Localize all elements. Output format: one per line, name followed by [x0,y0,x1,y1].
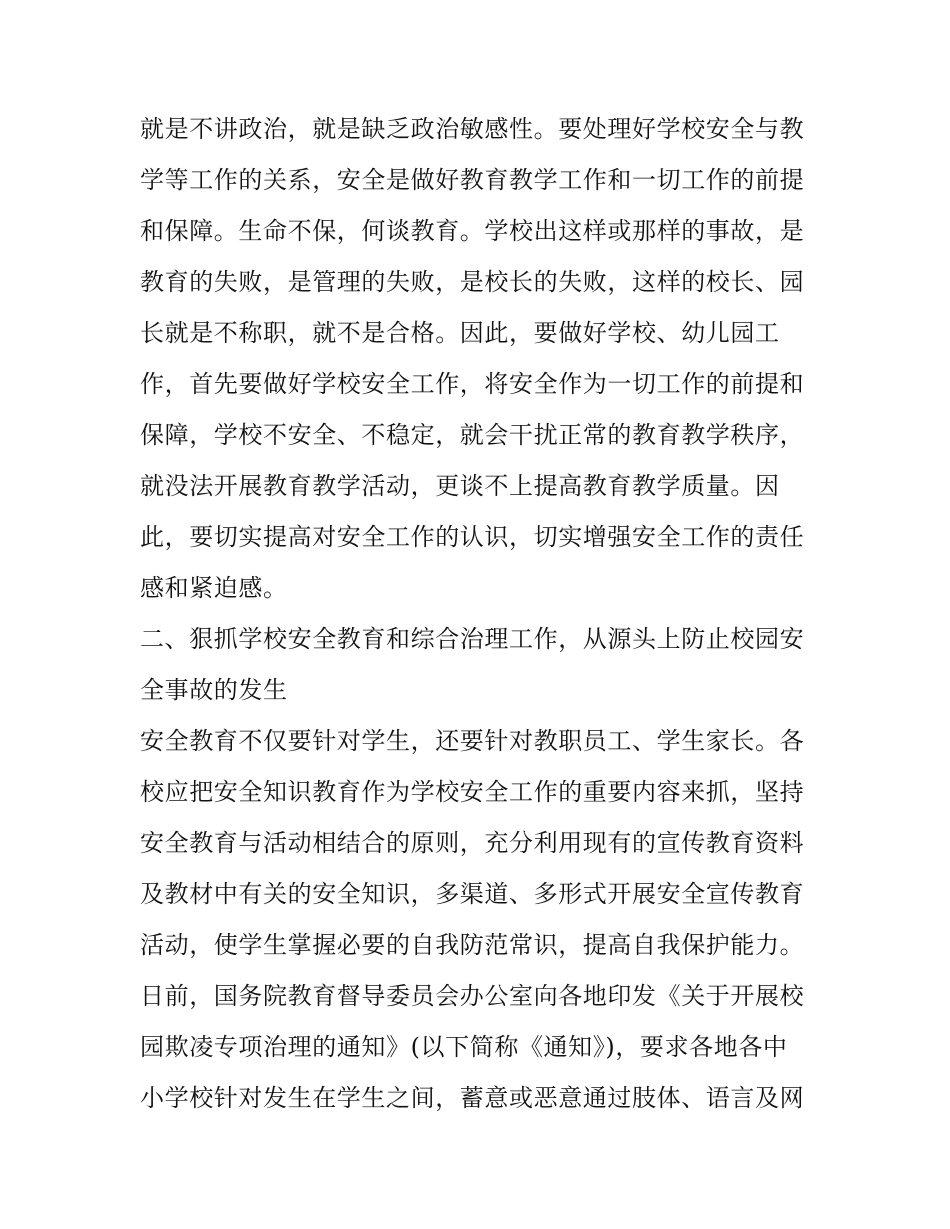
text-line: 作，首先要做好学校安全工作，将安全作为一切工作的前提和 [140,370,805,398]
text-line: 小学校针对发生在学生之间，蓄意或恶意通过肢体、语言及网 [140,1084,805,1112]
document-body [140,104,812,1124]
text-line: 就是不讲政治，就是缺乏政治敏感性。要处理好学校安全与教 [140,115,805,143]
text-line: 校应把安全知识教育作为学校安全工作的重要内容来抓，坚持 [140,778,805,806]
text-line: 安全教育不仅要针对学生，还要针对教职员工、学生家长。各 [140,727,805,755]
text-line: 感和紧迫感。 [140,574,288,602]
text-line: 活动，使学生掌握必要的自我防范常识，提高自我保护能力。 [140,931,805,959]
text-line: 长就是不称职，就不是合格。因此，要做好学校、幼儿园工 [140,319,780,347]
text-line: 学等工作的关系，安全是做好教育教学工作和一切工作的前提 [140,166,805,194]
text-line: 教育的失败，是管理的失败，是校长的失败，这样的校长、园 [140,268,805,296]
text-line: 和保障。生命不保，何谈教育。学校出这样或那样的事故，是 [140,217,805,245]
text-line: 安全教育与活动相结合的原则，充分利用现有的宣传教育资料 [140,829,805,857]
section-heading: 二、狠抓学校安全教育和综合治理工作，从源头上防止校园安 [140,625,805,653]
text-line: 此，要切实提高对安全工作的认识，切实增强安全工作的责任 [140,523,805,551]
text-line: 及教材中有关的安全知识，多渠道、多形式开展安全宣传教育 [140,880,805,908]
text-line: 日前，国务院教育督导委员会办公室向各地印发《关于开展校 [140,982,805,1010]
text-line: 保障，学校不安全、不稳定，就会干扰正常的教育教学秩序， [140,421,805,449]
section-heading: 全事故的发生 [140,676,288,704]
text-line: 就没法开展教育教学活动，更谈不上提高教育教学质量。因 [140,472,780,500]
text-line: 园欺凌专项治理的通知》(以下简称《通知》)，要求各地各中 [140,1033,788,1061]
